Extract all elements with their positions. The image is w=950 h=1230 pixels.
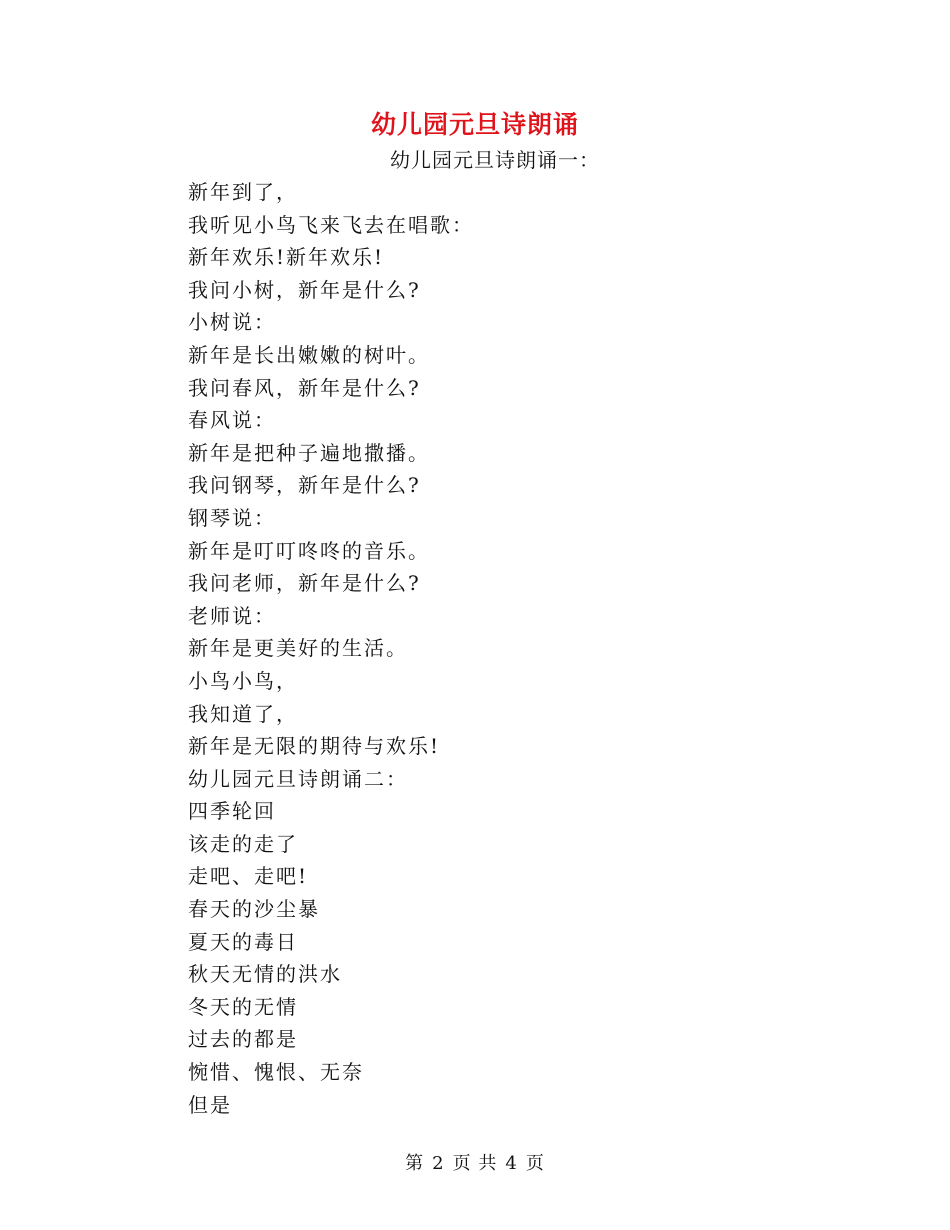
poem-line: 新年到了， [188, 180, 298, 204]
poem-line: 小鸟小鸟， [188, 668, 298, 693]
poem-line: 该走的走了 [188, 831, 298, 856]
poem-line: 走吧、走吧! [188, 864, 309, 889]
poem-line: 我问老师，新年是什么? [188, 571, 421, 596]
poem-line: 老师说： [188, 603, 276, 628]
poem-line: 小树说： [188, 310, 276, 335]
poem-line: 新年是把种子遍地撒播。 [188, 440, 430, 465]
poem-line: 钢琴说： [188, 505, 276, 530]
footer-middle: 页 共 [452, 1153, 498, 1174]
poem-line: 我问春风，新年是什么? [188, 375, 421, 400]
poem-line: 我问钢琴，新年是什么? [188, 473, 421, 498]
poem-line: 我听见小鸟飞来飞去在唱歌： [188, 212, 474, 237]
poem-line: 春天的沙尘暴 [188, 897, 320, 922]
footer-page-number: 2 [432, 1153, 445, 1174]
poem-line: 新年是叮叮咚咚的音乐。 [188, 538, 430, 563]
footer-total-pages: 4 [505, 1153, 518, 1174]
poem-line: 惋惜、愧恨、无奈 [188, 1060, 364, 1085]
poem-line: 新年是长出嫩嫩的树叶。 [188, 342, 430, 367]
footer-prefix: 第 [405, 1153, 425, 1174]
poem-line: 冬天的无情 [188, 994, 298, 1019]
footer-suffix: 页 [525, 1153, 545, 1174]
poem-line: 我知道了， [188, 701, 298, 726]
document-title: 幼儿园元旦诗朗诵 [370, 110, 579, 139]
poem-line: 但是 [188, 1092, 232, 1117]
poem-line: 过去的都是 [188, 1027, 298, 1052]
poem-line: 春风说： [188, 408, 276, 433]
poem-line: 新年是无限的期待与欢乐! [188, 734, 441, 759]
document-subtitle: 幼儿园元旦诗朗诵一： [390, 148, 600, 172]
section-heading: 幼儿园元旦诗朗诵二： [188, 766, 408, 791]
poem-line: 夏天的毒日 [188, 929, 298, 954]
poem-line: 新年是更美好的生活。 [188, 636, 408, 661]
poem-line: 四季轮回 [188, 799, 276, 824]
page-footer [0, 1150, 950, 1178]
poem-line: 我问小树，新年是什么? [188, 277, 421, 302]
poem-line: 秋天无情的洪水 [188, 962, 342, 987]
poem-line: 新年欢乐!新年欢乐! [188, 245, 385, 270]
poem-lines [188, 176, 474, 1121]
